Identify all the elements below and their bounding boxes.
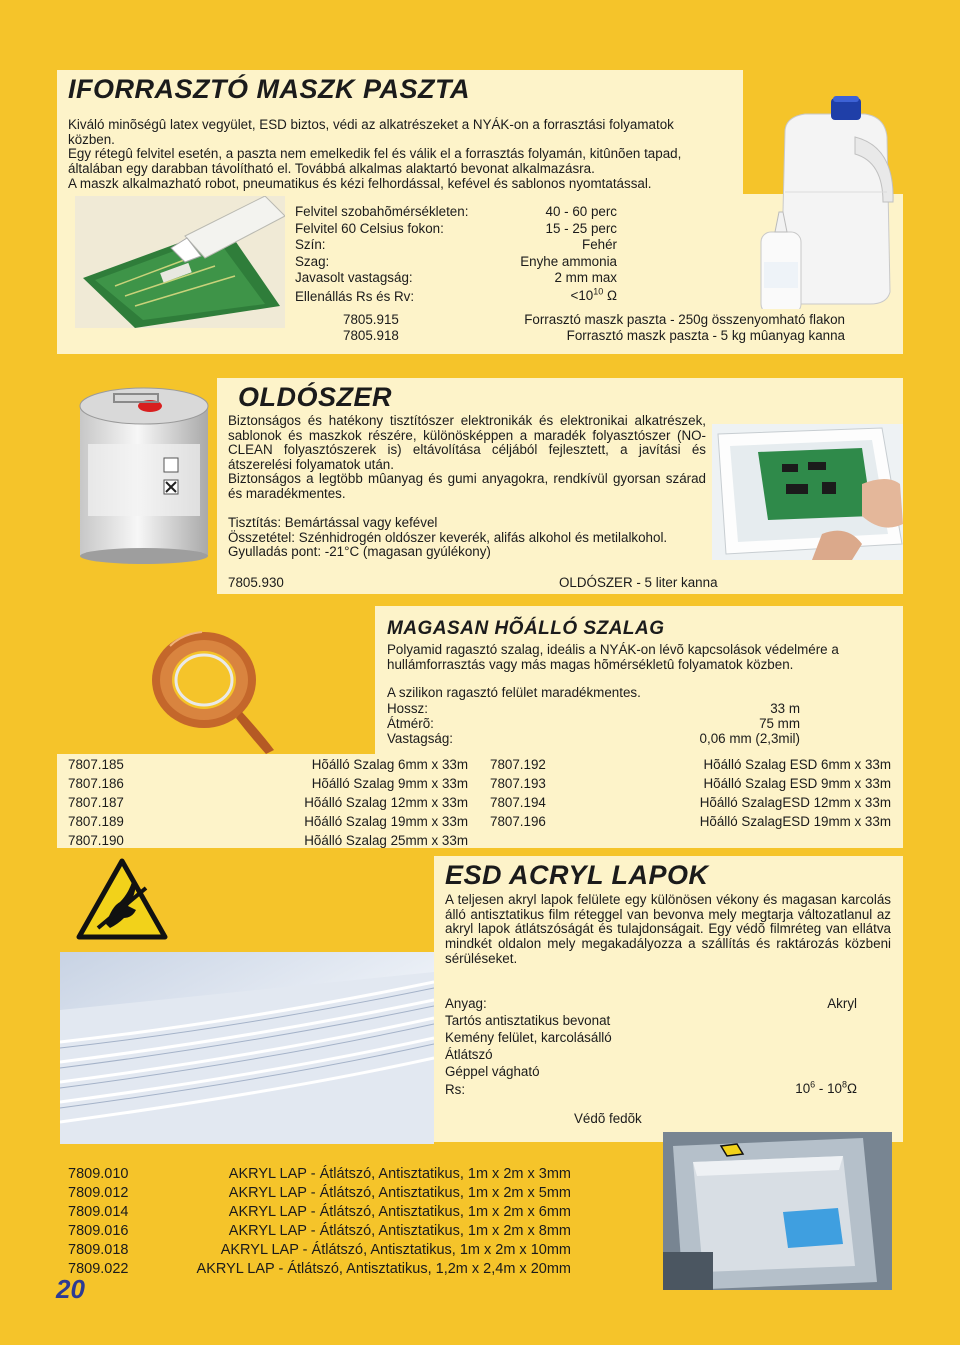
spec-value: 75 mm — [759, 716, 800, 731]
resistance-value — [795, 1081, 857, 1096]
product-code: 7807.194 — [490, 795, 546, 810]
tape-spec-table — [387, 701, 800, 749]
resistance-value — [571, 288, 617, 303]
product-desc: Hõálló Szalag 6mm x 33m — [311, 757, 468, 772]
tray-pcb-image — [712, 424, 903, 560]
tape-note: A szilikon ragasztó felület maradékmentes. — [387, 685, 641, 700]
protective-cover-image — [663, 1132, 892, 1290]
resistance-separator: - 10 — [815, 1081, 842, 1096]
product-code: 7809.016 — [68, 1223, 129, 1239]
spec-label: Javasolt vastagság: — [295, 270, 413, 285]
product-code: 7807.196 — [490, 814, 546, 829]
product-desc: AKRYL LAP - Átlátszó, Antisztatikus, 1m x 2m x 6mm — [228, 1204, 571, 1220]
spec-value: Fehér — [582, 237, 617, 252]
tape-title: MAGASAN HÕÁLLÓ SZALAG — [387, 618, 665, 639]
solvent-paragraph-1: Biztonságos és hatékony tisztítószer elektronikák és elektronikai alkatrészek, sablonok és maszkok részére, különösképpen a maradék folyasztószer (NO-CLEAN folyasztószerek is) eltávolítása céljából fejlesztett, a javítási és átszerelési folyamatok után. — [228, 413, 706, 473]
acryl-products — [68, 1167, 571, 1287]
solvent-flashpoint: Gyulladás pont: -21°C (magasan gyúlékony) — [228, 544, 491, 560]
product-desc: AKRYL LAP - Átlátszó, Antisztatikus, 1m x 2m x 3mm — [228, 1166, 571, 1182]
mask-line: közben. — [68, 131, 115, 147]
spec-value: 15 - 25 perc — [545, 220, 617, 236]
solvent-paragraph-2: Biztonságos a legtöbb mûanyag és gumi anyagokra, rendkívül gyorsan szárad és maradékmentes. — [228, 471, 706, 501]
mask-line: Kiváló minõségû latex vegyület, ESD biztos, védi az alkatrészeket a NYÁK-on a forrasztási folyamatok — [68, 117, 674, 132]
product-code: 7805.915 — [343, 312, 399, 327]
product-desc: AKRYL LAP - Átlátszó, Antisztatikus, 1m x 2m x 10mm — [220, 1242, 571, 1258]
spec-value: 40 - 60 perc — [545, 204, 617, 219]
acryl-title: ESD ACRYL LAPOK — [445, 860, 709, 890]
tape-right-products — [490, 757, 891, 837]
spec-label: Felvitel 60 Celsius fokon: — [295, 220, 444, 236]
resistance-exponent: 10 — [593, 286, 604, 297]
spec-label: Ellenállás Rs és Rv: — [295, 289, 415, 304]
solvent-can-image — [74, 384, 214, 566]
spec-label: Szag: — [295, 253, 330, 269]
product-desc: Hõálló Szalag 19mm x 33m — [304, 814, 468, 829]
tape-left-products — [68, 757, 468, 849]
product-code: 7807.192 — [490, 757, 546, 772]
product-desc: Hõálló Szalag ESD 6mm x 33m — [703, 757, 891, 772]
product-code: 7807.185 — [68, 757, 124, 772]
spec-label: Szín: — [295, 237, 326, 252]
esd-warning-icon — [76, 858, 168, 940]
resistance-high-exponent: 8 — [841, 1079, 847, 1090]
acryl-paragraph: A teljesen akryl lapok felülete egy különösen vékony és magasan karcolás álló antisztatikus film réteggel van bevonva mely megtarja változatlanul az akryl lapok átlátszóságát és tulajdonságait. Egy védõ filmréteg van ellátva mindkét oldalon mely megakadályozza a szállítás és raktározás közbeni sérüléseket. — [445, 892, 891, 966]
mask-title: IFORRASZTÓ MASZK PASZTA — [68, 74, 470, 104]
resistance-low-exponent: 6 — [810, 1079, 816, 1090]
product-code: 7807.189 — [68, 814, 124, 829]
feature-item: Tartós antisztatikus bevonat — [445, 1013, 611, 1028]
product-desc: Hõálló Szalag 9mm x 33m — [311, 776, 468, 791]
cover-caption: Védõ fedõk — [574, 1111, 642, 1126]
tape-roll-image — [142, 614, 282, 754]
spec-value: Akryl — [827, 996, 857, 1011]
product-code: 7809.018 — [68, 1242, 129, 1258]
product-desc: AKRYL LAP - Átlátszó, Antisztatikus, 1m x 2m x 8mm — [228, 1223, 571, 1239]
product-code: 7809.014 — [68, 1204, 129, 1220]
product-code: 7809.022 — [68, 1261, 129, 1277]
product-desc: OLDÓSZER - 5 liter kanna — [559, 575, 718, 590]
solvent-details — [228, 516, 728, 560]
feature-item: Átlátszó — [445, 1047, 493, 1062]
product-desc: Hõálló Szalag 25mm x 33m — [304, 833, 468, 848]
mask-line: általában egy darabban távolítható el. Továbbá alkalmas alaktartó bevonat alkalmazásra. — [68, 161, 595, 177]
solvent-cleaning: Tisztítás: Bemártással vagy kefével — [228, 515, 438, 530]
feature-item: Kemény felület, karcolásálló — [445, 1030, 612, 1045]
spec-label: Rs: — [445, 1082, 466, 1097]
spec-value: 33 m — [770, 701, 800, 716]
product-desc: AKRYL LAP - Átlátszó, Antisztatikus, 1m x 2m x 5mm — [228, 1185, 571, 1201]
product-code: 7805.918 — [343, 328, 399, 343]
mask-line: A maszk alkalmazható robot, pneumatikus és kézi felhordással, kefével és sablonos nyomtatással. — [68, 175, 652, 191]
product-code: 7809.012 — [68, 1185, 129, 1201]
product-code: 7807.187 — [68, 795, 124, 810]
solvent-composition: Összetétel: Szénhidrogén oldószer keverék, alifás alkohol és metilalkohol. — [228, 529, 668, 545]
product-desc: Hõálló SzalagESD 12mm x 33m — [699, 795, 891, 810]
ohm-symbol: Ω — [606, 288, 617, 303]
acryl-spec-table — [445, 996, 857, 1096]
spec-label: Vastagság: — [387, 731, 454, 746]
spec-label: Anyag: — [445, 996, 487, 1011]
solvent-title: OLDÓSZER — [238, 382, 393, 412]
pcb-bottle-image — [75, 196, 285, 328]
product-code: 7809.010 — [68, 1166, 129, 1182]
spec-label: Felvitel szobahõmérsékleten: — [295, 204, 469, 219]
product-desc: Hõálló Szalag ESD 9mm x 33m — [703, 776, 891, 791]
spec-label: Hossz: — [387, 701, 428, 716]
product-code: 7805.930 — [228, 575, 284, 590]
product-code: 7807.186 — [68, 776, 124, 791]
resistance-base: <10 — [570, 288, 594, 303]
product-code: 7807.193 — [490, 776, 546, 791]
spec-value: 0,06 mm (2,3mil) — [699, 731, 800, 746]
tape-paragraph: Polyamid ragasztó szalag, ideális a NYÁK-on lévõ kapcsolások védelmére a hullámforrasztás vagy más magas hõmérsékletû folyamatok közben. — [387, 642, 839, 672]
product-desc: Forrasztó maszk paszta - 250g összenyomható flakon — [524, 312, 845, 327]
product-desc: AKRYL LAP - Átlátszó, Antisztatikus, 1,2m x 2,4m x 20mm — [196, 1261, 571, 1277]
mask-line: Egy rétegû felvitel esetén, a paszta nem emelkedik fel és válik el a forrasztás folyamán, kitûnõen tapad, — [68, 146, 682, 162]
canister-image — [755, 92, 905, 324]
acrylic-sheets-image — [60, 952, 434, 1144]
spec-value: Enyhe ammonia — [520, 253, 617, 269]
product-code: 7807.190 — [68, 833, 124, 848]
feature-item: Géppel vágható — [445, 1064, 540, 1079]
spec-label: Átmérõ: — [387, 716, 434, 731]
spec-value: 2 mm max — [554, 270, 617, 285]
product-desc: Forrasztó maszk paszta - 5 kg mûanyag kanna — [566, 328, 845, 343]
mask-description — [68, 118, 748, 192]
resistance-low: 10 — [795, 1081, 811, 1096]
product-desc: Hõálló Szalag 12mm x 33m — [304, 795, 468, 810]
product-desc: Hõálló SzalagESD 19mm x 33m — [699, 814, 891, 829]
page-number: 20 — [56, 1274, 85, 1304]
ohm-symbol: Ω — [846, 1081, 857, 1096]
